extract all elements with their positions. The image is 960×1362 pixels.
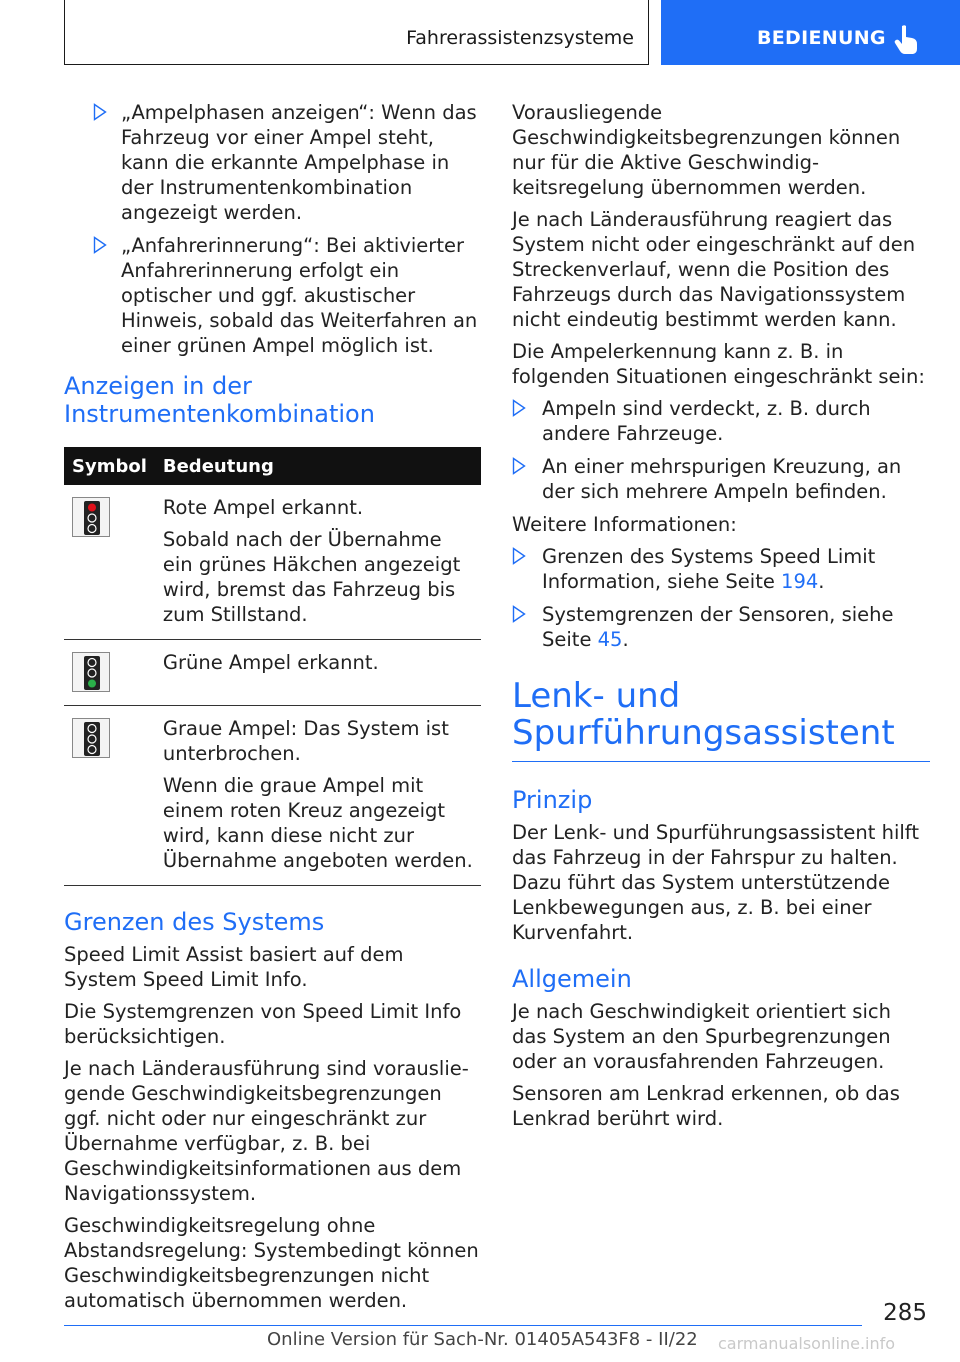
paragraph: Der Lenk- und Spurführungsassistent hilft das Fahrzeug in der Fahrspur zu halten. Dazu führt das System unterstützende Lenkbewegungen aus, z. B. bei einer Kurvenfahrt. (512, 821, 919, 944)
paragraph: Geschwindigkeitsregelung ohne Abstandsregelung: Systembedingt können Geschwindigkeitsbegrenzungen nicht automatisch übernommen werden. (64, 1214, 479, 1312)
bullet-text: Grenzen des Systems Speed Limit Information, siehe Seite (542, 545, 876, 593)
symbol-cell (64, 485, 155, 640)
heading-anzeigen (64, 372, 482, 428)
header-chapter-label: BEDIENUNG (757, 27, 886, 49)
paragraph: Sensoren am Lenkrad erkennen, ob das Lenkrad berührt wird. (512, 1082, 900, 1130)
symbol-table (64, 447, 481, 886)
triangle-bullet-icon (512, 457, 526, 475)
meaning-text: Grüne Ampel erkannt. (162, 651, 379, 674)
table-row (64, 706, 481, 886)
right-column (512, 100, 930, 1138)
col-symbol-header: Symbol (64, 447, 155, 485)
list-item (512, 396, 930, 446)
chapter-heading (512, 678, 930, 762)
paragraph: Die Systemgrenzen von Speed Limit Info berücksichtigen. (64, 1000, 462, 1048)
triangle-bullet-icon (93, 103, 107, 121)
triangle-bullet-icon (512, 547, 526, 565)
meaning-text: Rote Ampel erkannt. (162, 496, 364, 519)
chapter-heading-line-2: Spurführungsassistent (512, 713, 895, 753)
header-section-box (64, 0, 649, 65)
footer-online-version: Online Version für Sach-Nr. 01405A543F8 - II/22 (267, 1329, 698, 1350)
paragraph: Je nach Länderausführung reagiert das System nicht oder eingeschränkt auf den Streckenverlauf, wenn die Position des Fahrzeugs durch das Navigationssystem nicht eindeutig bestimmt werden kann. (512, 208, 916, 331)
col-meaning-header: Bedeutung (155, 447, 481, 485)
list-item (64, 233, 482, 358)
bullet-text: Systemgrenzen der Sensoren, siehe Seite (542, 603, 894, 651)
bullet-text: An einer mehrspurigen Kreuzung, an der sich mehrere Ampeln befinden. (542, 455, 902, 503)
bullet-text-end: . (622, 628, 629, 651)
grey-traffic-light-icon (72, 718, 110, 758)
header-section-title: Fahrerassistenzsysteme (406, 27, 634, 49)
triangle-bullet-icon (93, 236, 107, 254)
paragraph: Die Ampelerkennung kann z. B. in folgenden Situationen eingeschränkt sein: (512, 340, 925, 388)
list-item (512, 602, 930, 652)
symbol-cell (64, 640, 155, 706)
footer-divider (64, 1325, 862, 1326)
hand-pointer-icon (893, 24, 921, 56)
table-row (64, 485, 481, 640)
list-item (512, 544, 930, 594)
table-row (64, 640, 481, 706)
triangle-bullet-icon (512, 399, 526, 417)
meaning-cell (155, 485, 481, 640)
paragraph: Vorausliegende Geschwindigkeitsbegrenzungen können nur für die Aktive Geschwindigkeitsregelung übernommen werden. (512, 101, 901, 199)
triangle-bullet-icon (512, 605, 526, 623)
bullet-text: Ampeln sind verdeckt, z. B. durch andere Fahrzeuge. (542, 397, 871, 445)
bullet-text-end: . (818, 570, 825, 593)
list-item (512, 454, 930, 504)
watermark: carmanualsonline.info (718, 1334, 896, 1353)
bullet-text: „Ampelphasen anzeigen“: Wenn das Fahrzeug vor einer Ampel steht, kann die erkannte Ampelphase in der Instrumentenkombination angezeigt werden. (121, 101, 477, 224)
paragraph: Je nach Geschwindigkeit orientiert sich das System an den Spurbegrenzungen oder an vorausfahrenden Fahrzeugen. (512, 1000, 891, 1073)
heading-line-2: Instrumentenkombination (64, 400, 375, 428)
green-traffic-light-icon (72, 652, 110, 692)
meaning-cell (155, 640, 481, 706)
left-column (64, 100, 482, 1320)
header-chapter-tab (661, 0, 960, 65)
list-item (64, 100, 482, 225)
page-link-45[interactable]: 45 (597, 628, 623, 651)
meaning-text: Sobald nach der Übernahme ein grünes Häkchen angezeigt wird, bremst das Fahrzeug bis zum Stillstand. (162, 528, 461, 626)
bullet-text: „Anfahrerinnerung“: Bei aktivierter Anfahrerinnerung erfolgt ein optischer und ggf. akustischer Hinweis, sobald das Weiterfahren an einer grünen Ampel möglich ist. (121, 234, 478, 357)
paragraph: Speed Limit Assist basiert auf dem System Speed Limit Info. (64, 943, 404, 991)
paragraph: Weitere Informationen: (512, 513, 737, 536)
red-traffic-light-icon (72, 497, 110, 537)
table-header-row (64, 447, 481, 485)
paragraph: Je nach Länderausführung sind vorausliegende Geschwindigkeitsbegrenzungen ggf. nicht oder nur eingeschränkt zur Übernahme verfügbar, z. B. bei Geschwindigkeitsinformationen aus dem Navigationssystem. (64, 1057, 469, 1205)
page-number: 285 (883, 1300, 927, 1326)
meaning-cell (155, 706, 481, 886)
meaning-text: Graue Ampel: Das System ist unterbrochen. (162, 717, 449, 765)
chapter-heading-line-1: Lenk- und (512, 676, 681, 716)
heading-allgemein: Allgemein (512, 965, 632, 993)
meaning-text: Wenn die graue Ampel mit einem roten Kreuz angezeigt wird, kann diese nicht zur Übernahme angeboten werden. (162, 774, 473, 872)
symbol-cell (64, 706, 155, 886)
page-link-194[interactable]: 194 (781, 570, 819, 593)
heading-prinzip: Prinzip (512, 786, 593, 814)
heading-grenzen: Grenzen des Systems (64, 908, 325, 936)
heading-line-1: Anzeigen in der (64, 372, 252, 400)
